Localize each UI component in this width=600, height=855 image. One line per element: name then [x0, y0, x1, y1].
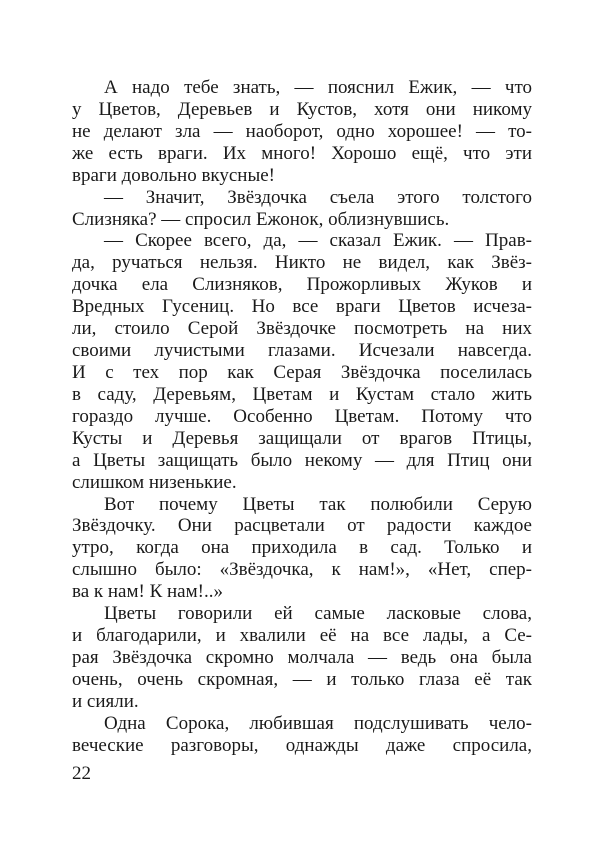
text-line: своими лучистыми глазами. Исчезали навсегда. — [72, 340, 532, 362]
text-line: враги довольно вкусные! — [72, 164, 275, 186]
text-line: в саду, Деревьям, Цветам и Кустам стало жить — [72, 383, 532, 405]
text-line: очень, очень скромная, — и только глаза её так — [72, 668, 532, 690]
text-line: — Скорее всего, да, — сказал Ежик. — Прав- — [104, 230, 532, 252]
text-line: да, ручаться нельзя. Никто не видел, как Звёз- — [72, 252, 532, 274]
text-line: у Цветов, Деревьев и Кустов, хотя они никому — [72, 98, 532, 120]
text-line: И с тех пор как Серая Звёздочка поселилась — [72, 361, 532, 383]
text-line: Звёздочку. Они расцветали от радости каждое — [72, 515, 532, 537]
text-line: и благодарили, и хвалили её на все лады, а Се- — [72, 625, 532, 647]
text-line: же есть враги. Их много! Хорошо ещё, что эти — [72, 142, 532, 164]
text-line: ва к нам! К нам!..» — [72, 581, 223, 603]
paragraph — [72, 603, 532, 713]
text-line: Вот почему Цветы так полюбили Серую — [104, 493, 532, 515]
text-line: Цветы говорили ей самые ласковые слова, — [104, 603, 532, 625]
paragraph — [72, 713, 532, 757]
paragraph — [72, 494, 532, 604]
text-line: Кусты и Деревья защищали от врагов Птицы, — [72, 427, 532, 449]
text-line: А надо тебе знать, — пояснил Ежик, — что — [104, 77, 532, 98]
paragraph — [72, 187, 532, 231]
text-line: Слизняка? — спросил Ежонок, облизнувшись. — [72, 208, 450, 230]
text-line: веческие разговоры, однажды даже спросила, — [72, 734, 532, 756]
text-line: — Значит, Звёздочка съела этого толстого — [104, 186, 532, 208]
paragraph — [72, 230, 532, 493]
text-line: гораздо лучше. Особенно Цветам. Потому что — [72, 405, 532, 427]
text-line: Одна Сорока, любившая подслушивать чело- — [104, 712, 532, 734]
text-line: ли, стоило Серой Звёздочке посмотреть на них — [72, 318, 532, 340]
page-body-text — [72, 77, 532, 757]
text-line: Вредных Гусениц. Но все враги Цветов исчеза- — [72, 296, 532, 318]
text-line: рая Звёздочка скромно молчала — ведь она была — [72, 646, 532, 668]
text-line: дочка ела Слизняков, Прожорливых Жуков и — [72, 274, 532, 296]
text-line: утро, когда она приходила в сад. Только и — [72, 537, 532, 559]
paragraph — [72, 77, 532, 187]
text-line: слышно было: «Звёздочка, к нам!», «Нет, спер- — [72, 559, 532, 581]
page-number: 22 — [72, 763, 91, 784]
text-line: а Цветы защищать было некому — для Птиц они — [72, 449, 532, 471]
text-line: не делают зла — наоборот, одно хорошее! — то- — [72, 120, 532, 142]
text-line: и сияли. — [72, 690, 139, 712]
text-line: слишком низенькие. — [72, 471, 237, 493]
